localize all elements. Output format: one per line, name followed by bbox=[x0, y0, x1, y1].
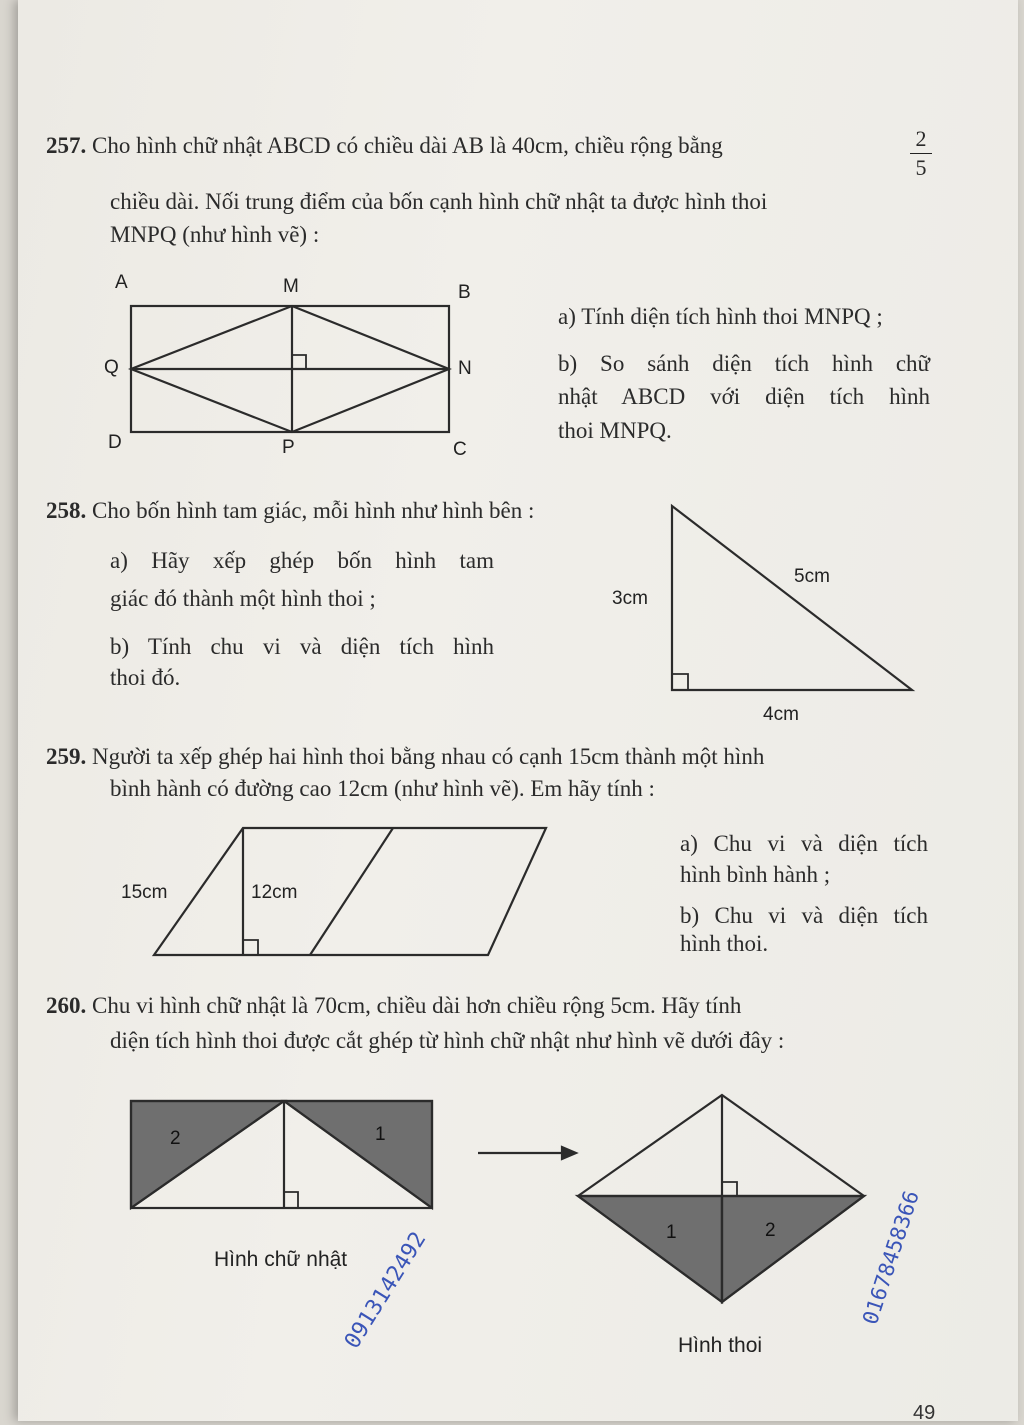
label-d: D bbox=[108, 432, 122, 453]
problem-text: Chu vi hình chữ nhật là 70cm, chiều dài hơn chiều rộng 5cm. Hãy tính bbox=[92, 993, 742, 1018]
problem-259-line-2: bình hành có đường cao 12cm (như hình vẽ). Em hãy tính : bbox=[110, 776, 655, 801]
problem-259-question-a-1: a) Chu vi và diện tích bbox=[680, 831, 928, 856]
label-m: M bbox=[283, 276, 299, 297]
right-triangle bbox=[672, 506, 912, 690]
problem-258-question-a-1: a) Hãy xếp ghép bốn hình tam bbox=[110, 548, 494, 573]
right-angle-mark bbox=[243, 940, 258, 955]
side-label-5cm: 5cm bbox=[794, 566, 830, 587]
problem-257-question-b-1: b) So sánh diện tích hình chữ bbox=[558, 351, 930, 376]
problem-259-line-1 bbox=[46, 742, 764, 772]
problem-text: Cho bốn hình tam giác, mỗi hình như hình bên : bbox=[92, 498, 535, 523]
problem-257-question-b-3: thoi MNPQ. bbox=[558, 418, 672, 443]
figure-259-parallelogram bbox=[154, 828, 546, 955]
right-angle-mark bbox=[284, 1192, 298, 1208]
arrow bbox=[478, 1147, 576, 1159]
figures-svg bbox=[18, 0, 1018, 1421]
problem-260-line-2: diện tích hình thoi được cắt ghép từ hình chữ nhật như hình vẽ dưới đây : bbox=[110, 1028, 785, 1053]
caption-rectangle: Hình chữ nhật bbox=[214, 1248, 348, 1271]
problem-259-question-b-1: b) Chu vi và diện tích bbox=[680, 903, 928, 928]
height-label-12cm: 12cm bbox=[251, 882, 298, 903]
right-angle-mark bbox=[722, 1182, 737, 1196]
figure-258-triangle bbox=[672, 506, 912, 690]
problem-number: 257. bbox=[46, 133, 87, 158]
problem-number: 260. bbox=[46, 993, 87, 1018]
piece-label-2b: 2 bbox=[765, 1220, 776, 1241]
problem-text: Cho hình chữ nhật ABCD có chiều dài AB là 40cm, chiều rộng bằng bbox=[92, 133, 723, 158]
problem-260-line-1 bbox=[46, 991, 741, 1021]
handwritten-phone-right: 01678458366 bbox=[858, 1187, 924, 1328]
piece-label-1b: 1 bbox=[666, 1222, 677, 1243]
side-label-4cm: 4cm bbox=[763, 704, 799, 725]
problem-258-question-b-2: thoi đó. bbox=[110, 665, 181, 690]
label-n: N bbox=[458, 358, 472, 379]
parallelogram bbox=[154, 828, 546, 955]
problem-text: Người ta xếp ghép hai hình thoi bằng nhau có cạnh 15cm thành một hình bbox=[92, 744, 765, 769]
fraction-numerator: 2 bbox=[915, 126, 927, 151]
right-angle-mark bbox=[292, 355, 306, 369]
problem-257-line-2: chiều dài. Nối trung điểm của bốn cạnh hình chữ nhật ta được hình thoi bbox=[110, 189, 768, 214]
problem-259-question-a-2: hình bình hành ; bbox=[680, 862, 831, 887]
fraction-denominator: 5 bbox=[915, 155, 927, 180]
piece-label-1: 1 bbox=[375, 1124, 386, 1145]
label-c: C bbox=[453, 439, 467, 460]
piece-label-2: 2 bbox=[170, 1128, 181, 1149]
problem-259-question-b-2: hình thoi. bbox=[680, 931, 769, 956]
problem-257-line-3: MNPQ (như hình vẽ) : bbox=[110, 222, 320, 247]
problem-257-question-a: a) Tính diện tích hình thoi MNPQ ; bbox=[558, 304, 883, 329]
caption-rhombus: Hình thoi bbox=[678, 1334, 763, 1357]
side-label-15cm: 15cm bbox=[121, 882, 168, 903]
label-p: P bbox=[282, 437, 295, 458]
problem-number: 259. bbox=[46, 744, 87, 769]
handwritten-phone-left: 0913142492 bbox=[340, 1227, 432, 1354]
page-number: 49 bbox=[913, 1402, 936, 1424]
problem-257-question-b-2: nhật ABCD với diện tích hình bbox=[558, 384, 930, 409]
problem-258-question-a-2: giác đó thành một hình thoi ; bbox=[110, 586, 376, 611]
figure-257-rectangle bbox=[131, 306, 449, 432]
problem-number: 258. bbox=[46, 498, 87, 523]
problem-258-question-b-1: b) Tính chu vi và diện tích hình bbox=[110, 634, 494, 659]
figure-260-rectangle bbox=[131, 1101, 432, 1208]
side-label-3cm: 3cm bbox=[612, 588, 648, 609]
label-b: B bbox=[458, 282, 471, 303]
problem-258-line-1 bbox=[46, 496, 534, 526]
right-angle-mark bbox=[672, 674, 688, 690]
label-q: Q bbox=[104, 357, 119, 378]
rhombus-divider bbox=[310, 828, 393, 955]
figure-260-rhombus bbox=[578, 1095, 864, 1302]
label-a: A bbox=[115, 272, 128, 293]
book-page bbox=[18, 0, 1018, 1424]
